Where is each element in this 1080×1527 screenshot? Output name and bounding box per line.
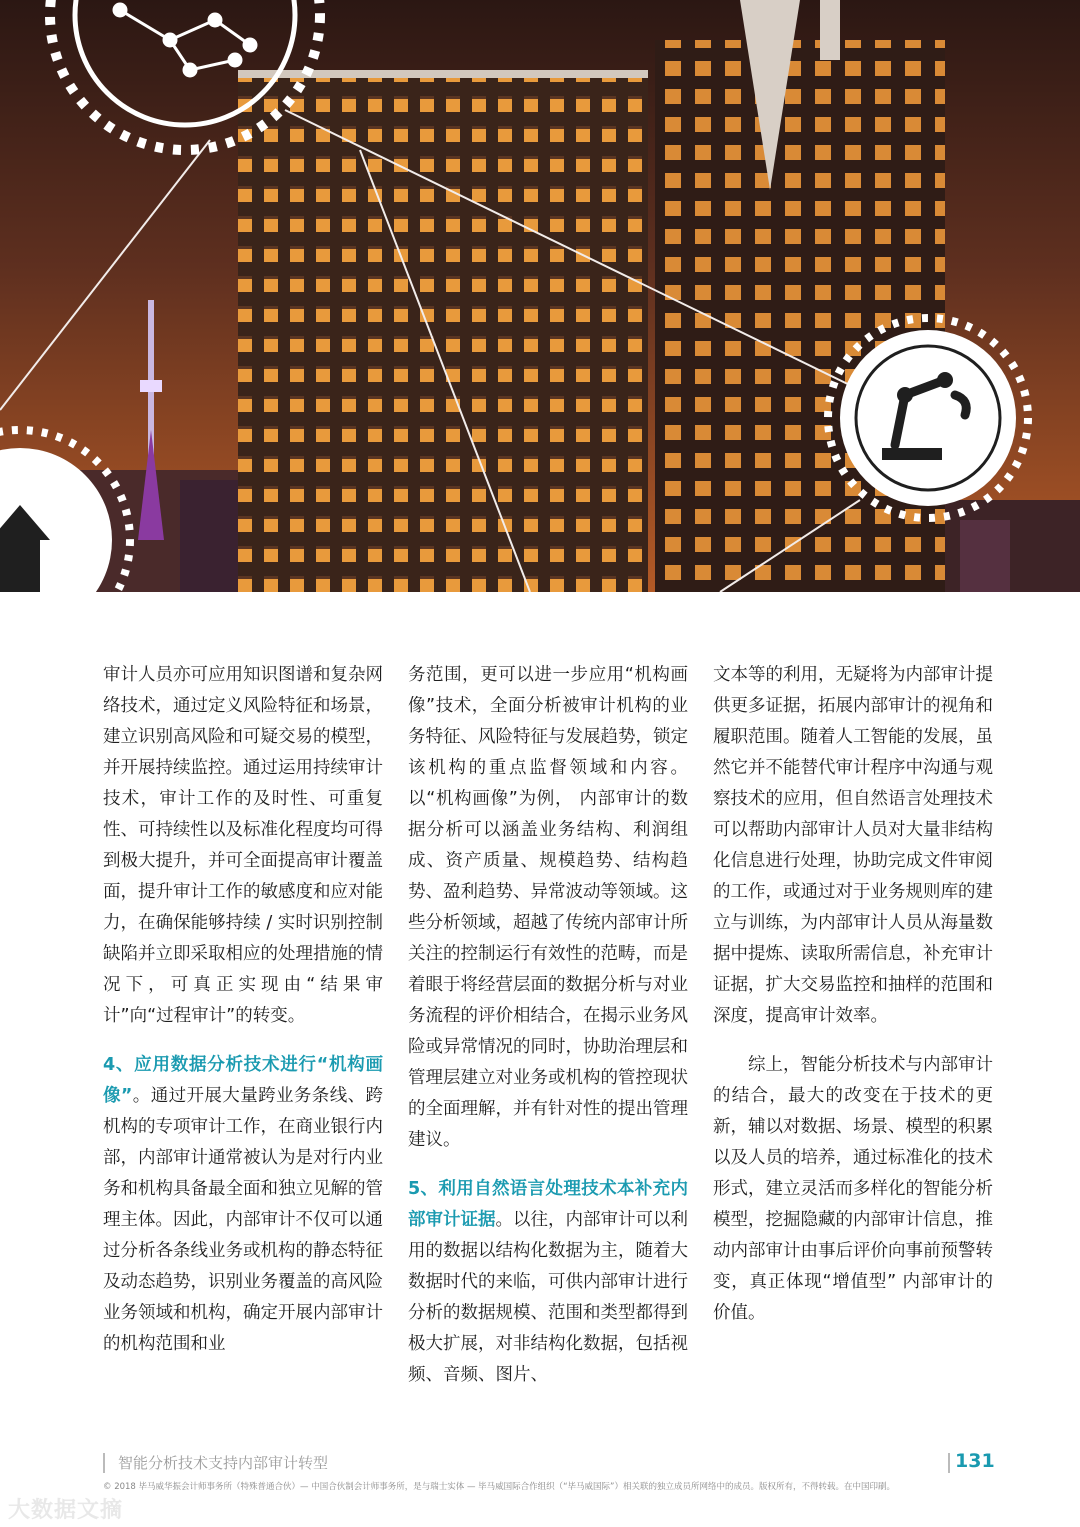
page-number: 131	[955, 1450, 995, 1472]
footer-divider	[103, 1453, 105, 1473]
footer-title: 智能分析技术支持内部审计转型	[118, 1454, 329, 1472]
text-column-1	[103, 660, 383, 1360]
footer-divider	[948, 1453, 950, 1473]
watermark: 大数据文摘	[8, 1498, 124, 1523]
copyright-notice: © 2018 毕马威华振会计师事务所（特殊普通合伙）— 中国合伙制会计师事务所，是与瑞士实体 — 毕马威国际合作组织（“毕马威国际”）相关联的独立成员所网络中的成员。版权所有，不得转载。在中国印刷。	[103, 1482, 895, 1492]
section-heading-4: 4、应用数据分析技术进行“机构画像”	[103, 1055, 383, 1106]
paragraph: 文本等的利用，无疑将为内部审计提供更多证据，拓展内部审计的视角和履职范围。随着人工智能的发展，虽然它并不能替代审计程序中沟通与观察技术的应用，但自然语言处理技术可以帮助内部审计人员对大量非结构化信息进行处理，协助完成文件审阅的工作，或通过对于业务规则库的建立与训练，为内部审计人员从海量数据中提炼、读取所需信息，补充审计证据，扩大交易监控和抽样的范围和深度，提高审计效率。	[713, 665, 993, 1026]
paragraph	[103, 1050, 383, 1360]
paragraph: 务范围，更可以进一步应用“机构画像”技术，全面分析被审计机构的业务特征、风险特征与发展趋势，锁定该机构的重点监督领域和内容。以“机构画像”为例， 内部审计的数据分析可以涵盖业务结构、利润组成、资产质量、规模趋势、结构趋势、盈利趋势、异常波动等领域。这些分析领域，超越了传统内部审计所关注的控制运行有效性的范畴，而是着眼于将经营层面的数据分析与对业务流程的评价相结合，在揭示业务风险或异常情况的同时，协助治理层和管理层建立对业务或机构的管控现状的全面理解，并有针对性的提出管理建议。	[408, 665, 688, 1150]
paragraph-body: 。通过开展大量跨业务条线、跨机构的专项审计工作，在商业银行内部，内部审计通常被认为是对行内业务和机构具备最全面和独立见解的管理主体。因此，内部审计不仅可以通过分析各条线业务或机构的静态特征及动态趋势，识别业务覆盖的高风险业务领域和机构，确定开展内部审计的机构范围和业	[103, 1086, 383, 1354]
text-column-2	[408, 660, 688, 1391]
hero-image	[0, 0, 1080, 592]
paragraph-body: 。以往，内部审计可以利用的数据以结构化数据为主，随着大数据时代的来临，可供内部审计进行分析的数据规模、范围和类型都得到极大扩展，对非结构化数据，包括视频、音频、图片、	[408, 1210, 688, 1385]
paragraph	[408, 1174, 688, 1391]
section-heading-5: 5、利用自然语言处理技术本补充内部审计证据	[408, 1179, 688, 1230]
conclusion-paragraph: 综上，智能分析技术与内部审计的结合，最大的改变在于技术的更新，辅以对数据、场景、模型的积累以及人员的培养，通过标准化的技术形式，建立灵活而多样化的智能分析模型，挖掘隐藏的内部审计信息，推动内部审计由事后评价向事前预警转变，真正体现“增值型” 内部审计的价值。	[713, 1055, 993, 1323]
text-column-3	[713, 660, 993, 1329]
city-night-illustration	[0, 0, 1080, 592]
paragraph: 审计人员亦可应用知识图谱和复杂网络技术，通过定义风险特征和场景，建立识别高风险和可疑交易的模型，并开展持续监控。通过运用持续审计技术，审计工作的及时性、可重复性、可持续性以及标准化程度均可得到极大提升，并可全面提高审计覆盖面，提升审计工作的敏感度和应对能力，在确保能够持续 / 实时识别控制缺陷并立即采取相应的处理措施的情况下，可真正实现由“结果审计”向“过程审计”的转变。	[103, 665, 383, 1026]
